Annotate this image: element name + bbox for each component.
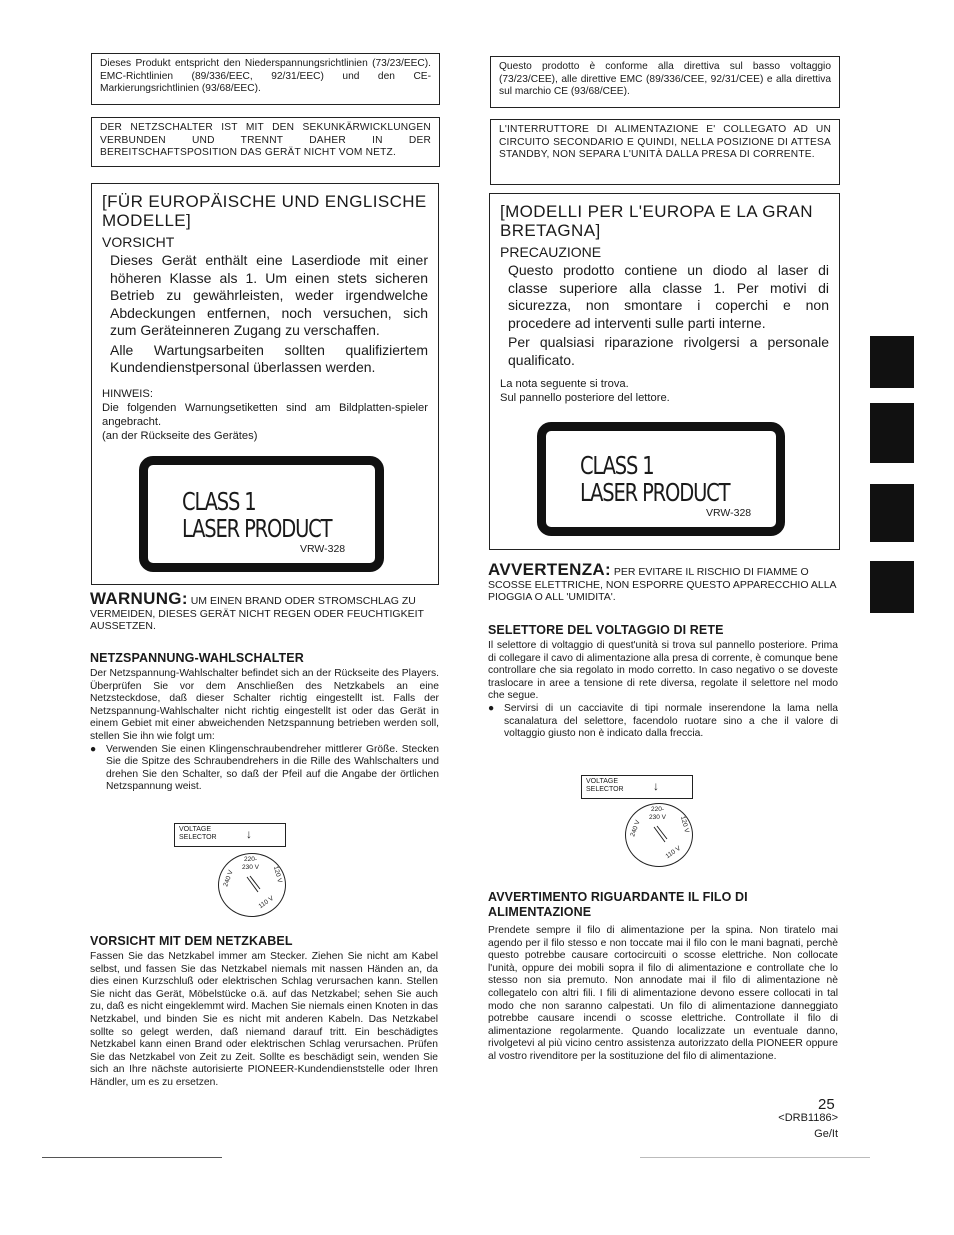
laser-product-label-de — [139, 456, 384, 572]
selector-120-it: 120 V — [678, 815, 691, 834]
caution-service-it: Per qualsiasi riparazione rivolgersi a personale qualificato. — [508, 334, 829, 368]
voltage-selector-bullet-text-it: Servirsi di un cacciavite di tipi normale inserendone la lama nella scanalatura del selettore, facendolo ruotare sino a che il valore di voltaggio giusto non è indicato dalla freccia. — [504, 702, 838, 740]
selector-label-line2: SELECTOR — [179, 834, 217, 841]
power-cord-text-it: Prendete sempre il filo di alimentazione per la spina. Non tiratelo mai agendo per il filo stesso e non toccate mai il filo con le mani bagnati, perchè questo potrebbe causare cortocircuiti o scosse elettriche. Non collocate l'unità, oppure dei mobili sopra il filo di alimentazione e controllate che lo stesso non sia premuto. Non annodate mai il filo di alimentazione nè collegatelo con altri fili. I fili di alimentazione devono essere collocati in tal modo che non saranno calpestati. Un filo di alimentazione danneggiato potrebbe causare incendi o scosse elettriche. Controllate il filo di alimentazione regolarmente. Quando localizzate un eventuale danno, rivolgetevi al più vicino centro assistenza autorizzato della PIONEER oppure al vostro rivenditore per la sostituzione del filo di alimentazione. — [488, 925, 838, 1062]
voltage-selector-text-de — [90, 668, 439, 794]
selector-220-it: 220- — [651, 806, 665, 813]
caution-paragraph-it: Questo prodotto contiene un diodo al laser di classe superiore alla classe 1. Per motivi di sicurezza, non smontare i coperchi e non procedere ad interventi sulle parti interne. — [508, 262, 829, 331]
power-switch-notice-it — [490, 119, 840, 185]
nota-text: La nota seguente si trova. — [500, 378, 629, 390]
screwdriver-slot-icon — [244, 875, 262, 895]
hinweis-text: Die folgenden Warnungsetiketten sind am Bildplatten-spieler angebracht. — [102, 401, 428, 428]
cable-caution-text-de: Fassen Sie das Netzkabel immer am Stecker. Ziehen Sie nicht am Kabel selbst, und fassen Sie das Netzkabel niemals mit nassen Händen an, da dies einen Kurzschluß oder elektrischen Schlag verursachen kann. Stellen Sie nicht das Gerät, Möbelstücke o.ä. auf das Netzkabel; sehen Sie auch zu, daß es nicht eingeklemmt wird. Machen Sie niemals einen Knoten in das Netzkabel, und binden Sie es nicht mit anderen Kabeln. Das Netzkabel sollte so gelegt werden, daß niemand darauf tritt. Ein beschädigtes Netzkabel kann einen Brand oder elektrischen Schlag verursachen. Prüfen Sie das Netzkabel von Zeit zu Zeit. Sollte es beschädigt sein, wenden Sie sich an Ihre nächste autorisierte PIONEER-Kundendienststelle oder Ihren Händler, um es zu ersetzen. — [90, 951, 438, 1088]
arrow-down-icon: ↓ — [653, 779, 659, 793]
laser-label-line1: CLASS 1 — [182, 487, 256, 516]
section-tab-2 — [870, 403, 914, 463]
voltage-selector-paragraph-de: Der Netzspannung-Wahlschalter befindet sich an der Rückseite des Players. Überprüfen Sie vor dem Anschließen des Netzkabels an eine Netzsteckdose, daß dieser Schalter richtig eingestellt ist. Falls der Netzspannung-Wahlschalter nicht richtig eingestellt ist oder das Gerät in einem Gebiet mit einer abweichenden Netzspannung betrieben werden soll, stellen Sie ihn wie folgt um: — [90, 668, 439, 742]
laser-caution-frame-it — [489, 193, 840, 550]
hinweis-label: HINWEIS: — [102, 387, 153, 400]
screwdriver-slot-icon — [651, 825, 669, 845]
laser-caution-frame-de — [91, 183, 439, 585]
voltage-selector-bullet-de — [90, 744, 439, 794]
warning-title-it: AVVERTENZA: — [488, 560, 611, 579]
section-tab-1 — [870, 336, 914, 388]
cable-caution-heading-de: VORSICHT MIT DEM NETZKABEL — [90, 934, 293, 948]
section-tab-4 — [870, 561, 914, 613]
warning-title-de: WARNUNG: — [90, 589, 188, 608]
warning-block-it — [488, 560, 840, 604]
voltage-selector-diagram-it — [581, 775, 696, 870]
laser-label-line1-it: CLASS 1 — [580, 451, 654, 480]
language-code: Ge/It — [814, 1128, 838, 1140]
voltage-selector-diagram-de — [174, 823, 289, 918]
nota-location: Sul pannello posteriore del lettore. — [500, 392, 670, 404]
power-switch-text-it: L'INTERRUTTORE DI ALIMENTAZIONE E' COLLEGATO AD UN CIRCUITO SECONDARIO E QUINDI, NELLA POSIZIONE DI ATTESA STANDBY, NON SEPARA L'UNITÀ DALLA PRESA DI CORRENTE. — [499, 124, 831, 161]
caution-paragraph-de: Dieses Gerät enthält eine Laserdiode mit einer höheren Klasse als 1. Um einen stets sicheren Betrieb zu gewährleisten, weder irgendwelche Abdeckungen entfernen, noch versuchen, sich zum Geräteinneren Zugang zu verschaffen. — [110, 252, 428, 338]
compliance-text-de: Dieses Produkt entspricht den Niederspannungsrichtlinien (73/23/EEC). EMC-Richtlinien (89/336/EEC, 92/31/EEC) und den CE-Markierungsrichtlinien (93/68/EEC). — [100, 58, 431, 95]
warning-text-it: PER EVITARE IL RISCHIO DI FIAMME O SCOSSE ELETTRICHE, NON ESPORRE QUESTO APPARECCHIO ALLA PIOGGIA O ALL 'UMIDITA'. — [488, 566, 836, 603]
selector-240: 240 V — [222, 869, 235, 888]
section-tab-3 — [870, 484, 914, 542]
warning-text-de: UM EINEN BRAND ODER STROMSCHLAG ZU VERMEIDEN, DIESES GERÄT NICHT REGEN ODER FEUCHTIGKEIT AUSSETZEN. — [90, 595, 424, 632]
warning-block-de — [90, 589, 440, 633]
compliance-text-it: Questo prodotto è conforme alla direttiva sul basso voltaggio (73/23/CEE), alle direttive EMC (89/336/CEE, 92/31/CEE) e alla direttiva sul marchio CE (93/68/CEE). — [499, 61, 831, 98]
footer-rule-left — [42, 1157, 222, 1158]
voltage-selector-text-it — [488, 640, 838, 741]
voltage-selector-plate-it — [581, 775, 693, 799]
laser-label-code: VRW-328 — [300, 543, 346, 555]
laser-label-code-it: VRW-328 — [706, 507, 752, 519]
caution-subheading-it: PRECAUZIONE — [500, 244, 602, 260]
voltage-selector-plate — [174, 823, 286, 847]
power-cord-heading-it: AVVERTIMENTO RIGUARDANTE IL FILO DI ALIMENTAZIONE — [488, 890, 748, 919]
voltage-selector-bullet-text-de: Verwenden Sie einen Klingenschraubendreher mittlerer Größe. Stecken Sie die Spitze des Schraubendrehers in die Rille des Wahlschalters und drehen Sie den Schalter, so daß der Pfeil auf die Angabe der örtlichen Netzspannung weist. — [106, 743, 439, 793]
compliance-box-de — [91, 53, 440, 105]
selector-230-it: 230 V — [649, 814, 666, 821]
voltage-selector-paragraph-it: Il selettore di voltaggio di quest'unità si trova sul pannello posteriore. Prima di collegare il cavo di alimentazione alla presa di corrente, è comunque bene controllare che sia regolato in modo corretto. In caso negativo o se doveste traslocare in aree a tensione di rete diversa, regolate il selettore nel modo che segue. — [488, 640, 838, 702]
selector-label-line1-it: VOLTAGE — [586, 778, 619, 785]
caution-heading-it: [MODELLI PER L'EUROPA E LA GRAN BRETAGNA] — [500, 202, 813, 240]
laser-label-line2: LASER PRODUCT — [182, 514, 332, 543]
voltage-selector-heading-it: SELETTORE DEL VOLTAGGIO DI RETE — [488, 623, 724, 637]
selector-110-it: 110 V — [664, 844, 683, 861]
page-number: 25 — [818, 1096, 835, 1113]
power-switch-notice-de — [91, 117, 440, 167]
hinweis-location: (an der Rückseite des Gerätes) — [102, 429, 258, 442]
arrow-down-icon: ↓ — [246, 827, 252, 841]
selector-label-line2-it: SELECTOR — [586, 786, 624, 793]
selector-120: 120 V — [271, 865, 284, 884]
bullet-icon: ● — [90, 743, 97, 755]
caution-heading-de: [FÜR EUROPÄISCHE UND ENGLISCHE MODELLE] — [102, 192, 427, 230]
power-switch-text-de: DER NETZSCHALTER IST MIT DEN SEKUNKÄRWICKLUNGEN VERBUNDEN UND TRENNT DAHER IN DER BEREITSCHAFTSPOSITION DAS GERÄT NICHT VOM NETZ. — [100, 122, 431, 159]
laser-label-line2-it: LASER PRODUCT — [580, 478, 730, 507]
selector-220: 220- — [244, 856, 258, 863]
caution-service-de: Alle Wartungsarbeiten sollten qualifiziertem Kundendienstpersonal überlassen werden. — [110, 341, 428, 375]
compliance-box-it — [490, 56, 840, 108]
bullet-icon: ● — [488, 702, 495, 714]
selector-label-line1: VOLTAGE — [179, 826, 212, 833]
voltage-selector-bullet-it — [488, 703, 838, 741]
selector-110: 110 V — [257, 894, 276, 911]
voltage-selector-heading-de: NETZSPANNUNG-WAHLSCHALTER — [90, 651, 304, 665]
caution-subheading-de: VORSICHT — [102, 234, 175, 250]
selector-230: 230 V — [242, 864, 259, 871]
document-code: <DRB1186> — [778, 1112, 838, 1124]
selector-240-it: 240 V — [629, 819, 642, 838]
footer-rule-right — [640, 1157, 870, 1158]
laser-product-label-it — [537, 422, 785, 536]
